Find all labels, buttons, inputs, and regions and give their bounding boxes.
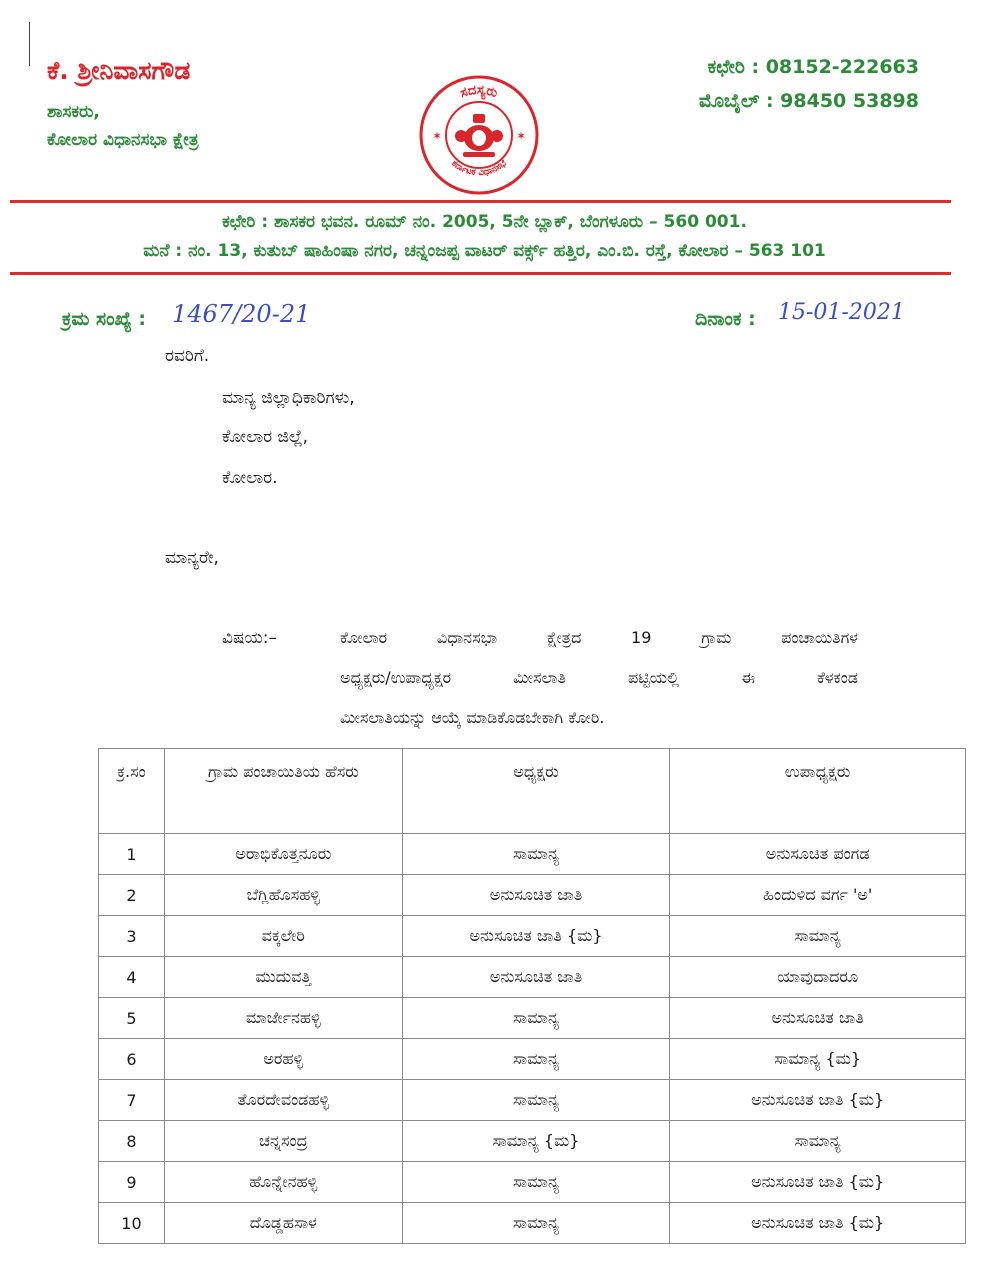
table-row bbox=[99, 998, 966, 1039]
president-cell: ಸಾಮಾನ್ಯ bbox=[402, 834, 670, 875]
serial-cell: 9 bbox=[99, 1162, 165, 1203]
vice-president-cell: ಸಾಮಾನ್ಯ bbox=[670, 916, 966, 957]
vice-president-cell: ಅನುಸೂಚಿತ ಜಾತಿ {ಮ} bbox=[670, 1203, 966, 1244]
assembly-seal-icon bbox=[418, 74, 540, 196]
table-row bbox=[99, 1121, 966, 1162]
vice-president-cell: ಅನುಸೂಚಿತ ಪಂಗಡ bbox=[670, 834, 966, 875]
table-row bbox=[99, 1203, 966, 1244]
serial-cell: 10 bbox=[99, 1203, 165, 1244]
subject-line: ಅಧ್ಯಕ್ಷರು/ಉಪಾಧ್ಯಕ್ಷರ ಮೀಸಲಾತಿ ಪಟ್ಟಿಯಲ್ಲಿ ಈ ಕೆಳಕಂಡ bbox=[340, 668, 858, 687]
svg-text:✶: ✶ bbox=[516, 129, 527, 143]
addressee-intro: ರವರಿಗೆ. bbox=[165, 346, 210, 366]
addressee-line: ಮಾನ್ಯ ಜಿಲ್ಲಾಧಿಕಾರಿಗಳು, bbox=[222, 388, 355, 408]
vice-president-cell: ಅನುಸೂಚಿತ ಜಾತಿ {ಮ} bbox=[670, 1080, 966, 1121]
column-header-president: ಅಧ್ಯಕ್ಷರು bbox=[402, 749, 670, 834]
column-header-vice-president: ಉಪಾಧ್ಯಕ್ಷರು bbox=[670, 749, 966, 834]
serial-cell: 4 bbox=[99, 957, 165, 998]
vice-president-cell: ಸಾಮಾನ್ಯ {ಮ} bbox=[670, 1039, 966, 1080]
serial-cell: 3 bbox=[99, 916, 165, 957]
panchayat-cell: ಮಾರ್ಜೇನಹಳ್ಳಿ bbox=[164, 998, 402, 1039]
panchayat-cell: ಹೊನ್ನೇನಹಳ್ಳಿ bbox=[164, 1162, 402, 1203]
serial-cell: 8 bbox=[99, 1121, 165, 1162]
vice-president-cell: ಅನುಸೂಚಿತ ಜಾತಿ bbox=[670, 998, 966, 1039]
salutation: ಮಾನ್ಯರೇ, bbox=[165, 548, 219, 568]
table-row bbox=[99, 916, 966, 957]
president-cell: ಸಾಮಾನ್ಯ bbox=[402, 1162, 670, 1203]
letterhead-designation: ಶಾಸಕರು, bbox=[47, 102, 100, 122]
serial-cell: 6 bbox=[99, 1039, 165, 1080]
serial-cell: 1 bbox=[99, 834, 165, 875]
date-value: 15-01-2021 bbox=[778, 300, 905, 325]
mobile-number: ಮೊಬೈಲ್ : 98450 53898 bbox=[698, 90, 919, 112]
subject-label: ವಿಷಯ:– bbox=[222, 628, 277, 648]
panchayat-cell: ಅರಾಭಿಕೊತ್ತನೂರು bbox=[164, 834, 402, 875]
table-row bbox=[99, 1080, 966, 1121]
table-row bbox=[99, 1162, 966, 1203]
panchayat-cell: ಅರಹಳ್ಳಿ bbox=[164, 1039, 402, 1080]
seal-bottom-text: ಕರ್ನಾಟಕ ವಿಧಾನಸಭೆ bbox=[449, 158, 509, 179]
table-row bbox=[99, 957, 966, 998]
panchayat-cell: ದೊಡ್ಡಹಸಾಳ bbox=[164, 1203, 402, 1244]
table-row bbox=[99, 1039, 966, 1080]
president-cell: ಅನುಸೂಚಿತ ಜಾತಿ bbox=[402, 875, 670, 916]
panchayat-cell: ತೊರದೇವಂಡಹಳ್ಳಿ bbox=[164, 1080, 402, 1121]
reference-label: ಕ್ರಮ ಸಂಖ್ಯೆ : bbox=[62, 308, 146, 330]
president-cell: ಸಾಮಾನ್ಯ bbox=[402, 998, 670, 1039]
header-rule-top bbox=[10, 200, 951, 203]
subject-line: ಮೀಸಲಾತಿಯನ್ನು ಆಯ್ಕೆ ಮಾಡಿಕೊಡಬೇಕಾಗಿ ಕೋರಿ. bbox=[340, 708, 605, 727]
addressee-line: ಕೋಲಾರ ಜಿಲ್ಲೆ, bbox=[222, 427, 309, 447]
table-header-row bbox=[99, 749, 966, 834]
vice-president-cell: ಅನುಸೂಚಿತ ಜಾತಿ {ಮ} bbox=[670, 1162, 966, 1203]
panchayat-cell: ಚನ್ನಸಂದ್ರ bbox=[164, 1121, 402, 1162]
svg-text:✶: ✶ bbox=[432, 129, 443, 143]
letterhead-name: ಕೆ. ಶ್ರೀನಿವಾಸಗೌಡ bbox=[47, 56, 191, 85]
vice-president-cell: ಯಾವುದಾದರೂ bbox=[670, 957, 966, 998]
serial-cell: 7 bbox=[99, 1080, 165, 1121]
reference-number: 1467/20-21 bbox=[172, 300, 311, 328]
vice-president-cell: ಸಾಮಾನ್ಯ bbox=[670, 1121, 966, 1162]
column-header-panchayat: ಗ್ರಾಮ ಪಂಚಾಯಿತಿಯ ಹೆಸರು bbox=[164, 749, 402, 834]
president-cell: ಸಾಮಾನ್ಯ {ಮ} bbox=[402, 1121, 670, 1162]
margin-mark bbox=[29, 22, 30, 66]
serial-cell: 5 bbox=[99, 998, 165, 1039]
serial-cell: 2 bbox=[99, 875, 165, 916]
date-label: ದಿನಾಂಕ : bbox=[695, 308, 756, 330]
subject-line: ಕೋಲಾರ ವಿಧಾನಸಭಾ ಕ್ಷೇತ್ರದ 19 ಗ್ರಾಮ ಪಂಚಾಯಿತಿಗಳ bbox=[340, 628, 858, 647]
seal-top-text: ಸದಸ್ಯರು bbox=[458, 82, 500, 102]
office-address: ಕಛೇರಿ : ಶಾಸಕರ ಭವನ. ರೂಮ್ ನಂ. 2005, 5ನೇ ಬ್ಲಾಕ್, ಬೆಂಗಳೂರು – 560 001. bbox=[222, 212, 747, 232]
panchayat-cell: ಮುದುವತ್ತಿ bbox=[164, 957, 402, 998]
panchayat-cell: ಬೆಗ್ಲಿಹೊಸಹಳ್ಳಿ bbox=[164, 875, 402, 916]
home-address: ಮನೆ : ನಂ. 13, ಕುತುಬ್ ಷಾಹಿಂಷಾ ನಗರ, ಚನ್ನಂಜಪ್ಪ ವಾಟರ್ ವರ್ಕ್ಸ್ ಹತ್ತಿರ, ಎಂ.ಬಿ. ರಸ್ತೆ, ಕೋಲಾರ – 563 101 bbox=[143, 241, 826, 261]
letterhead-constituency: ಕೋಲಾರ ವಿಧಾನಸಭಾ ಕ್ಷೇತ್ರ bbox=[47, 130, 199, 150]
addressee-line: ಕೋಲಾರ. bbox=[222, 468, 278, 488]
svg-text:ಸದಸ್ಯರು bbox=[458, 83, 499, 101]
office-phone: ಕಛೇರಿ : 08152-222663 bbox=[707, 56, 919, 78]
president-cell: ಸಾಮಾನ್ಯ bbox=[402, 1080, 670, 1121]
president-cell: ಅನುಸೂಚಿತ ಜಾತಿ bbox=[402, 957, 670, 998]
column-header-serial: ಕ್ರ.ಸಂ bbox=[99, 749, 165, 834]
table-row bbox=[99, 834, 966, 875]
header-rule-bottom bbox=[10, 272, 951, 275]
table-row bbox=[99, 875, 966, 916]
president-cell: ಸಾಮಾನ್ಯ bbox=[402, 1039, 670, 1080]
president-cell: ಸಾಮಾನ್ಯ bbox=[402, 1203, 670, 1244]
panchayat-cell: ವಕ್ಕಲೇರಿ bbox=[164, 916, 402, 957]
president-cell: ಅನುಸೂಚಿತ ಜಾತಿ {ಮ} bbox=[402, 916, 670, 957]
vice-president-cell: ಹಿಂದುಳಿದ ವರ್ಗ 'ಅ' bbox=[670, 875, 966, 916]
reservation-table bbox=[98, 748, 966, 1244]
